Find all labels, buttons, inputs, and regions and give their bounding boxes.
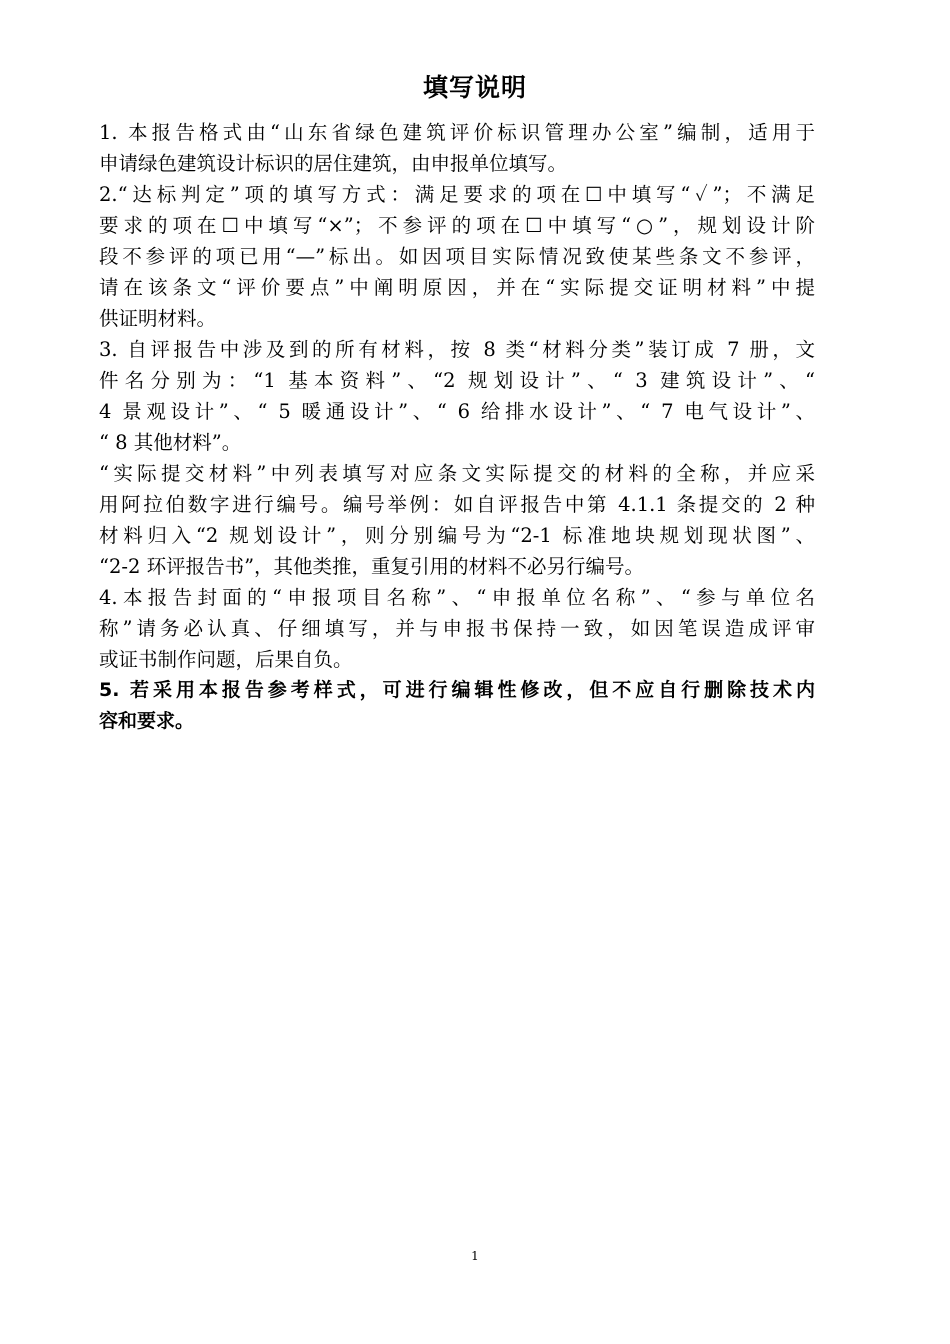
instruction-line: 段不参评的项已用“—”标出。如因项目实际情况致使某些条文不参评， <box>99 245 815 268</box>
instruction-line: “ 8 其他材料”。 <box>99 431 242 454</box>
instruction-line: 申请绿色建筑设计标识的居住建筑，由申报单位填写。 <box>99 152 568 175</box>
instruction-line: 请在该条文“评价要点”中阐明原因，并在“实际提交证明材料”中提 <box>99 276 815 299</box>
instruction-line: “实际提交材料”中列表填写对应条文实际提交的材料的全称，并应采 <box>99 462 815 485</box>
instruction-line: “2-2 环评报告书”，其他类推，重复引用的材料不必另行编号。 <box>99 555 645 578</box>
instruction-line: 或证书制作问题，后果自负。 <box>99 648 353 671</box>
instruction-line: 用阿拉伯数字进行编号。编号举例：如自评报告中第 4.1.1 条提交的 2 种 <box>99 493 815 516</box>
instructions-body <box>99 117 815 737</box>
instruction-line: 1. 本报告格式由“山东省绿色建筑评价标识管理办公室”编制，适用于 <box>99 121 815 144</box>
instruction-line: 4 景观设计”、“ 5 暖通设计”、“ 6 给排水设计”、“ 7 电气设计”、 <box>99 400 815 423</box>
instruction-line-bold: 5. 若采用本报告参考样式，可进行编辑性修改，但不应自行删除技术内 <box>99 679 815 701</box>
instruction-line: 材料归入“2 规划设计”，则分别编号为“2-1 标准地块规划现状图”、 <box>99 524 815 547</box>
instruction-line: 2.“达标判定”项的填写方式：满足要求的项在☐中填写“✓”；不满足 <box>99 183 815 206</box>
instruction-line: 供证明材料。 <box>99 307 217 330</box>
instruction-line: 4.本报告封面的“申报项目名称”、“申报单位名称”、“参与单位名 <box>99 586 815 609</box>
instruction-line: 3. 自评报告中涉及到的所有材料，按 8 类“材料分类”装订成 7 册，文 <box>99 338 815 361</box>
instruction-line-bold: 容和要求。 <box>99 710 195 732</box>
page-title: 填写说明 <box>422 73 527 102</box>
instruction-line: 要求的项在☐中填写“×”；不参评的项在☐中填写“○”，规划设计阶 <box>99 214 815 237</box>
instruction-line: 件名分别为：“1 基本资料”、“2 规划设计”、“ 3 建筑设计”、“ <box>99 369 815 392</box>
page-number: 1 <box>471 1249 479 1263</box>
instruction-line: 称”请务必认真、仔细填写，并与申报书保持一致，如因笔误造成评审 <box>99 617 815 640</box>
